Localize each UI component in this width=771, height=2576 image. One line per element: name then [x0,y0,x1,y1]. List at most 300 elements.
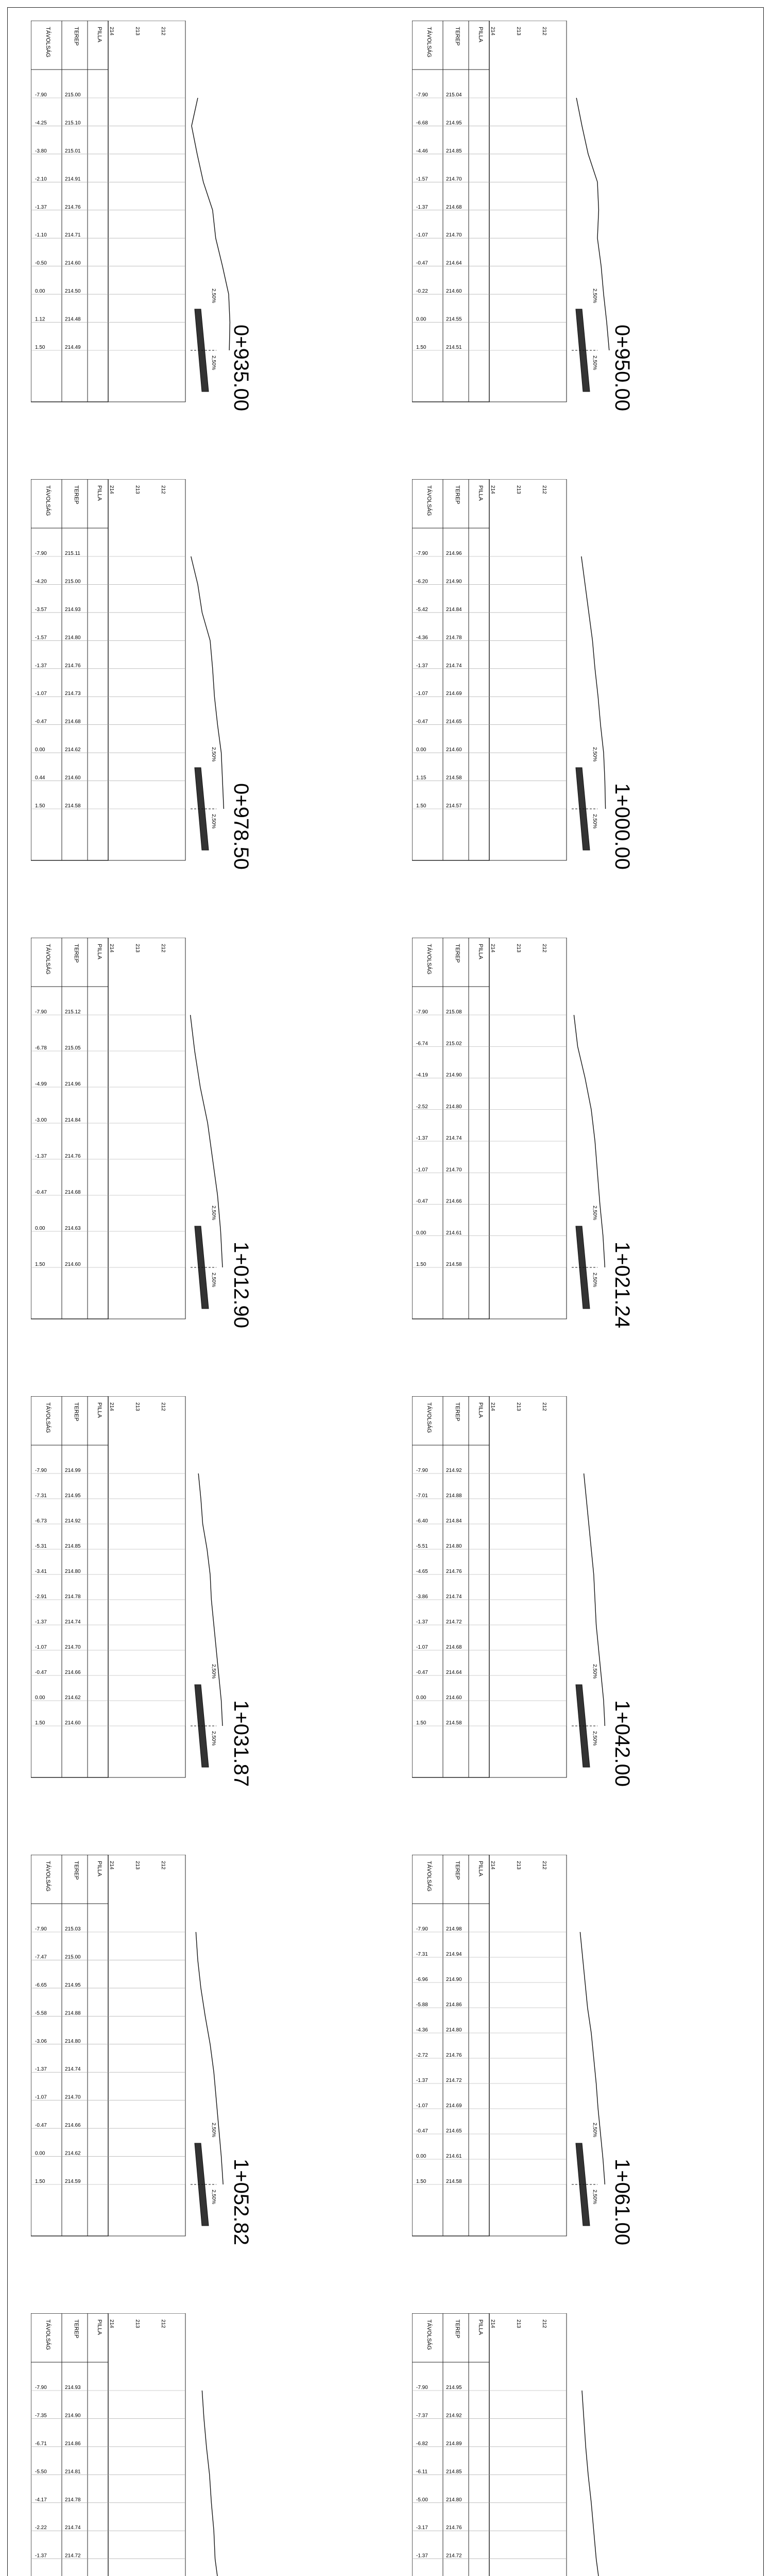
station-number: 0+950.00 [611,325,633,411]
terrain-elevation: 214.90 [446,579,462,585]
offset-value: -5.58 [35,2010,47,2016]
offset-value: -0.47 [35,719,47,725]
terrain-elevation: 214.64 [446,260,462,266]
station-number: 1+052.82 [230,2159,252,2245]
cross-section-drawing [412,479,731,886]
table-row-header: TÁVOLSÁG [45,2319,51,2350]
offset-value: -3.57 [35,606,47,613]
table-row-header: TEREP [73,2319,79,2338]
terrain-elevation: 215.12 [65,1009,81,1015]
offset-value: -6.68 [416,120,428,126]
table-row-header: PILLA [477,1861,484,1876]
offset-value: -0.47 [35,1670,47,1675]
station-number: 0+935.00 [230,325,252,411]
terrain-elevation: 214.69 [446,691,462,697]
offset-value: -6.11 [416,2469,428,2475]
table-row-header: TÁVOLSÁG [426,1861,432,1892]
cross-section-panel [412,1855,731,2262]
offset-value: -1.07 [416,2103,428,2109]
station-number: 1+021.24 [611,1242,633,1328]
offset-value: -1.07 [35,691,47,697]
elevation-scale-mark: 214 [490,1861,495,1870]
offset-value: -3.00 [35,1117,47,1123]
terrain-elevation: 214.55 [446,316,462,323]
offset-value: -7.90 [35,551,47,556]
offset-value: -7.90 [416,551,428,556]
terrain-elevation: 214.78 [65,2497,81,2503]
terrain-elevation: 214.70 [446,1167,462,1173]
offset-value: -6.40 [416,1518,428,1524]
slope-label: 2,50% [592,1731,597,1746]
terrain-elevation: 214.81 [65,2469,81,2475]
cross-section-drawing [31,1855,350,2262]
elevation-scale-mark: 213 [134,27,140,36]
table-row-header: PILLA [96,1402,102,1418]
offset-value: -0.22 [416,289,428,295]
terrain-elevation: 214.57 [446,803,462,809]
cross-section-drawing [412,1396,731,1803]
offset-value: -7.31 [35,1493,47,1499]
terrain-elevation: 215.03 [65,1926,81,1932]
elevation-scale-mark: 212 [541,1402,547,1411]
terrain-profile-line [202,2391,223,2576]
terrain-elevation: 214.49 [65,345,81,350]
terrain-elevation: 214.61 [446,2154,462,2159]
offset-value: -3.86 [416,1594,428,1600]
cross-section-panel [31,1396,350,1803]
terrain-elevation: 214.68 [65,1190,81,1195]
elevation-scale-mark: 214 [490,1402,495,1411]
offset-value: -5.00 [416,2497,428,2503]
offset-value: -1.07 [416,1167,428,1173]
cross-section-panel [412,479,731,886]
table-row-header: TEREP [73,27,79,46]
offset-value: 1.15 [416,775,426,781]
table-row-header: PILLA [477,2319,484,2335]
terrain-elevation: 214.51 [446,345,462,350]
terrain-elevation: 214.74 [446,663,462,669]
table-row-header: PILLA [96,944,102,959]
terrain-elevation: 214.95 [65,1493,81,1499]
elevation-scale-mark: 213 [516,27,521,36]
terrain-elevation: 214.85 [446,2469,462,2475]
table-row-header: TÁVOLSÁG [45,1861,51,1892]
terrain-elevation: 215.08 [446,1009,462,1015]
offset-value: -0.50 [35,260,47,266]
terrain-elevation: 214.99 [65,1468,81,1473]
offset-value: -4.65 [416,1569,428,1574]
terrain-elevation: 214.80 [65,635,81,641]
terrain-elevation: 214.58 [446,1262,462,1267]
terrain-elevation: 214.70 [446,176,462,182]
terrain-elevation: 214.65 [446,719,462,725]
terrain-elevation: 214.72 [446,2078,462,2083]
slope-label: 2,50% [211,1273,216,1287]
terrain-profile-line [198,1473,222,1726]
elevation-scale-mark: 213 [134,944,140,953]
terrain-elevation: 214.84 [446,606,462,613]
terrain-elevation: 214.76 [446,2525,462,2531]
offset-value: 1.12 [35,316,45,323]
elevation-scale-mark: 212 [541,27,547,36]
terrain-elevation: 214.88 [446,1493,462,1499]
offset-value: -1.37 [35,663,47,669]
terrain-elevation: 214.74 [446,1594,462,1600]
terrain-elevation: 214.88 [65,2010,81,2016]
elevation-scale-mark: 214 [109,27,114,36]
slope-label: 2,50% [592,1206,597,1221]
terrain-elevation: 214.71 [65,232,81,239]
terrain-elevation: 214.58 [446,775,462,781]
elevation-scale-mark: 214 [109,1402,114,1411]
offset-value: -1.10 [35,232,47,239]
terrain-elevation: 215.01 [65,148,81,154]
terrain-elevation: 214.62 [65,747,81,753]
slope-label: 2,50% [592,747,597,762]
slope-label: 2,50% [592,2190,597,2205]
offset-value: 1.50 [35,1262,45,1267]
table-row-header: TEREP [454,944,460,963]
terrain-elevation: 214.80 [446,1544,462,1549]
terrain-elevation: 214.74 [65,2066,81,2073]
terrain-elevation: 214.76 [446,2053,462,2058]
offset-value: -6.74 [416,1041,428,1047]
offset-value: -5.50 [35,2469,47,2475]
terrain-elevation: 214.78 [65,1594,81,1600]
station-number: 1+031.87 [230,1700,252,1787]
terrain-elevation: 214.63 [65,1226,81,1231]
elevation-scale-mark: 213 [516,485,521,494]
terrain-elevation: 214.66 [446,1198,462,1205]
offset-value: -4.17 [35,2497,47,2503]
slope-label: 2,50% [211,747,216,762]
offset-value: -1.37 [35,1619,47,1625]
offset-value: -6.82 [416,2441,428,2447]
terrain-elevation: 214.80 [446,2497,462,2503]
cross-section-panel [412,938,731,1345]
table-row-header: TEREP [73,1402,79,1421]
table-row-header: PILLA [477,944,484,959]
slope-label: 2,50% [211,1731,216,1746]
elevation-scale-mark: 214 [490,944,495,953]
offset-value: -3.80 [35,148,47,154]
terrain-elevation: 214.74 [446,1136,462,1141]
offset-value: -1.37 [416,1136,428,1141]
terrain-elevation: 214.70 [65,1645,81,1650]
terrain-elevation: 214.68 [446,1645,462,1650]
terrain-elevation: 214.95 [65,1982,81,1988]
table-row-header: TÁVOLSÁG [45,485,51,516]
offset-value: -4.36 [416,635,428,641]
offset-value: 0.00 [35,2150,45,2157]
offset-value: -1.37 [35,2553,47,2559]
terrain-elevation: 214.73 [65,691,81,697]
terrain-elevation: 214.96 [446,551,462,556]
elevation-scale-mark: 213 [134,485,140,494]
offset-value: 1.50 [416,2179,426,2184]
cross-section-drawing [31,479,350,886]
terrain-elevation: 214.96 [65,1081,81,1087]
terrain-elevation: 215.10 [65,120,81,126]
terrain-elevation: 214.80 [65,2038,81,2044]
table-row-header: TÁVOLSÁG [45,1402,51,1433]
offset-value: -0.47 [416,1670,428,1675]
terrain-elevation: 214.70 [446,232,462,239]
table-row-header: PILLA [96,2319,102,2335]
terrain-elevation: 214.59 [65,2179,81,2184]
terrain-elevation: 214.80 [65,1569,81,1574]
offset-value: -5.31 [35,1544,47,1549]
offset-value: -6.65 [35,1982,47,1988]
station-number: 0+978.50 [230,783,252,870]
offset-value: -1.37 [416,204,428,210]
terrain-elevation: 214.60 [446,1695,462,1701]
table-row-header: TÁVOLSÁG [426,27,432,58]
terrain-elevation: 214.92 [446,1468,462,1473]
terrain-elevation: 214.95 [446,2385,462,2391]
terrain-elevation: 214.50 [65,289,81,295]
table-row-header: TÁVOLSÁG [45,944,51,975]
terrain-elevation: 214.74 [65,1619,81,1625]
cross-section-drawing [412,938,731,1345]
terrain-elevation: 214.64 [446,1670,462,1675]
offset-value: -7.47 [35,1954,47,1960]
offset-value: -1.07 [35,2094,47,2100]
offset-value: 0.00 [35,289,45,295]
offset-value: -7.90 [35,1009,47,1015]
offset-value: -0.47 [416,719,428,725]
terrain-elevation: 214.90 [446,1072,462,1078]
table-row-header: TÁVOLSÁG [426,1402,432,1433]
terrain-elevation: 214.86 [65,2441,81,2447]
offset-value: 1.50 [416,1720,426,1726]
table-row-header: PILLA [96,485,102,501]
elevation-scale-mark: 213 [134,1861,140,1870]
terrain-elevation: 214.93 [65,2385,81,2391]
elevation-scale-mark: 213 [516,2319,521,2328]
elevation-scale-mark: 214 [109,944,114,953]
table-row-header: TEREP [454,27,460,46]
terrain-elevation: 214.90 [446,1977,462,1982]
terrain-elevation: 214.95 [446,120,462,126]
offset-value: -1.37 [416,663,428,669]
slope-label: 2,50% [211,2123,216,2138]
table-row-header: PILLA [96,27,102,42]
elevation-scale-mark: 212 [160,27,166,36]
offset-value: -7.90 [416,2385,428,2391]
elevation-scale-mark: 213 [134,1402,140,1411]
offset-value: -7.37 [416,2413,428,2419]
terrain-elevation: 214.84 [446,1518,462,1524]
station-number: 1+061.00 [611,2159,633,2245]
offset-value: 1.50 [35,2179,45,2184]
station-number: 1+012.90 [230,1242,252,1328]
terrain-elevation: 214.58 [446,2179,462,2184]
elevation-scale-mark: 213 [516,1402,521,1411]
table-row-header: PILLA [477,27,484,42]
offset-value: -6.71 [35,2441,47,2447]
terrain-elevation: 214.68 [65,719,81,725]
offset-value: -1.37 [416,2078,428,2083]
terrain-elevation: 215.02 [446,1041,462,1047]
offset-value: -1.57 [416,176,428,182]
elevation-scale-mark: 212 [160,2319,166,2328]
offset-value: -4.19 [416,1072,428,1078]
table-row-header: TÁVOLSÁG [426,485,432,516]
terrain-elevation: 214.58 [65,803,81,809]
terrain-elevation: 214.86 [446,2002,462,2008]
offset-value: -7.31 [416,1952,428,1957]
table-row-header: TÁVOLSÁG [45,27,51,58]
terrain-elevation: 214.90 [65,2413,81,2419]
cross-section-drawing [31,21,350,428]
offset-value: 1.50 [416,1262,426,1267]
offset-value: -1.07 [416,691,428,697]
offset-value: 1.50 [416,803,426,809]
offset-value: 0.00 [416,1695,426,1701]
offset-value: -1.07 [35,1645,47,1650]
cross-section-drawing [31,1396,350,1803]
terrain-elevation: 214.65 [446,2128,462,2134]
terrain-elevation: 214.74 [65,2525,81,2531]
offset-value: 0.00 [416,1230,426,1236]
table-row-header: TEREP [454,1402,460,1421]
offset-value: -7.90 [416,1009,428,1015]
offset-value: 0.00 [35,1226,45,1231]
elevation-scale-mark: 214 [490,2319,495,2328]
elevation-scale-mark: 214 [109,485,114,494]
offset-value: -4.20 [35,579,47,585]
terrain-elevation: 214.85 [446,148,462,154]
cross-section-drawing [31,938,350,1345]
offset-value: -3.41 [35,1569,47,1574]
offset-value: 1.50 [35,345,45,350]
cross-section-panel [412,1396,731,1803]
terrain-elevation: 214.68 [446,204,462,210]
terrain-elevation: 214.60 [65,260,81,266]
cross-section-panel [31,2313,350,2576]
elevation-scale-mark: 213 [516,944,521,953]
offset-value: -1.37 [416,1619,428,1625]
table-row-header: PILLA [477,485,484,501]
offset-value: -7.90 [35,92,47,98]
terrain-elevation: 214.78 [446,635,462,641]
offset-value: 1.50 [35,803,45,809]
terrain-elevation: 214.76 [65,204,81,210]
terrain-elevation: 214.61 [446,1230,462,1236]
offset-value: -0.47 [35,2123,47,2129]
offset-value: -6.20 [416,579,428,585]
terrain-elevation: 215.11 [65,551,80,556]
terrain-elevation: 214.92 [65,1518,81,1524]
terrain-profile-line [582,2391,604,2576]
terrain-elevation: 214.60 [446,747,462,753]
table-row-header: TEREP [73,1861,79,1880]
terrain-elevation: 214.84 [65,1117,81,1123]
offset-value: -0.47 [416,2128,428,2134]
offset-value: -4.25 [35,120,47,126]
terrain-elevation: 214.89 [446,2441,462,2447]
elevation-scale-mark: 212 [541,1861,547,1870]
cross-section-panel [31,479,350,886]
offset-value: -2.52 [416,1104,428,1110]
terrain-elevation: 214.62 [65,2150,81,2157]
table-row-header: TÁVOLSÁG [426,2319,432,2350]
terrain-elevation: 214.60 [65,1720,81,1726]
elevation-scale-mark: 212 [541,944,547,953]
offset-value: -1.07 [416,232,428,239]
elevation-scale-mark: 212 [541,485,547,494]
elevation-scale-mark: 212 [160,944,166,953]
slope-label: 2,50% [211,289,216,303]
elevation-scale-mark: 214 [490,485,495,494]
offset-value: -1.57 [35,635,47,641]
table-row-header: TÁVOLSÁG [426,944,432,975]
offset-value: -2.22 [35,2525,47,2531]
terrain-elevation: 214.92 [446,2413,462,2419]
offset-value: -2.72 [416,2053,428,2058]
slope-label: 2,50% [592,2123,597,2138]
terrain-elevation: 214.72 [65,2553,81,2559]
cross-section-drawing [412,2313,731,2576]
offset-value: -7.90 [35,1468,47,1473]
elevation-scale-mark: 212 [160,1402,166,1411]
terrain-elevation: 214.60 [65,1262,81,1267]
table-row-header: TEREP [454,2319,460,2338]
terrain-elevation: 214.94 [446,1952,462,1957]
offset-value: -1.37 [416,2553,428,2559]
terrain-elevation: 214.72 [446,2553,462,2559]
terrain-profile-line [580,1932,605,2184]
terrain-elevation: 214.80 [446,2027,462,2033]
cross-section-drawing [412,1855,731,2262]
cross-section-panel [412,2313,731,2576]
terrain-elevation: 215.00 [65,92,81,98]
cross-section-panel [31,938,350,1345]
terrain-elevation: 214.80 [446,1104,462,1110]
offset-value: -5.51 [416,1544,428,1549]
terrain-elevation: 215.05 [65,1045,81,1051]
terrain-elevation: 215.00 [65,579,81,585]
offset-value: -6.78 [35,1045,47,1051]
terrain-elevation: 214.48 [65,316,81,323]
terrain-profile-line [584,1473,605,1726]
offset-value: -7.90 [416,1926,428,1932]
terrain-elevation: 214.66 [65,2123,81,2129]
offset-value: -5.42 [416,606,428,613]
offset-value: 0.00 [416,2154,426,2159]
elevation-scale-mark: 214 [109,1861,114,1870]
offset-value: -4.36 [416,2027,428,2033]
terrain-elevation: 215.04 [446,92,462,98]
offset-value: -0.47 [35,1190,47,1195]
station-number: 1+042.00 [611,1700,633,1787]
terrain-elevation: 214.91 [65,176,81,182]
offset-value: -7.90 [416,1468,428,1473]
offset-value: -4.99 [35,1081,47,1087]
offset-value: -2.91 [35,1594,47,1600]
table-row-header: PILLA [477,1402,484,1418]
offset-value: -7.35 [35,2413,47,2419]
elevation-scale-mark: 212 [541,2319,547,2328]
cross-section-panel [31,21,350,428]
terrain-elevation: 214.93 [65,606,81,613]
offset-value: -6.73 [35,1518,47,1524]
terrain-elevation: 214.85 [65,1544,81,1549]
slope-label: 2,50% [211,355,216,370]
offset-value: -2.10 [35,176,47,182]
slope-label: 2,50% [211,1206,216,1221]
